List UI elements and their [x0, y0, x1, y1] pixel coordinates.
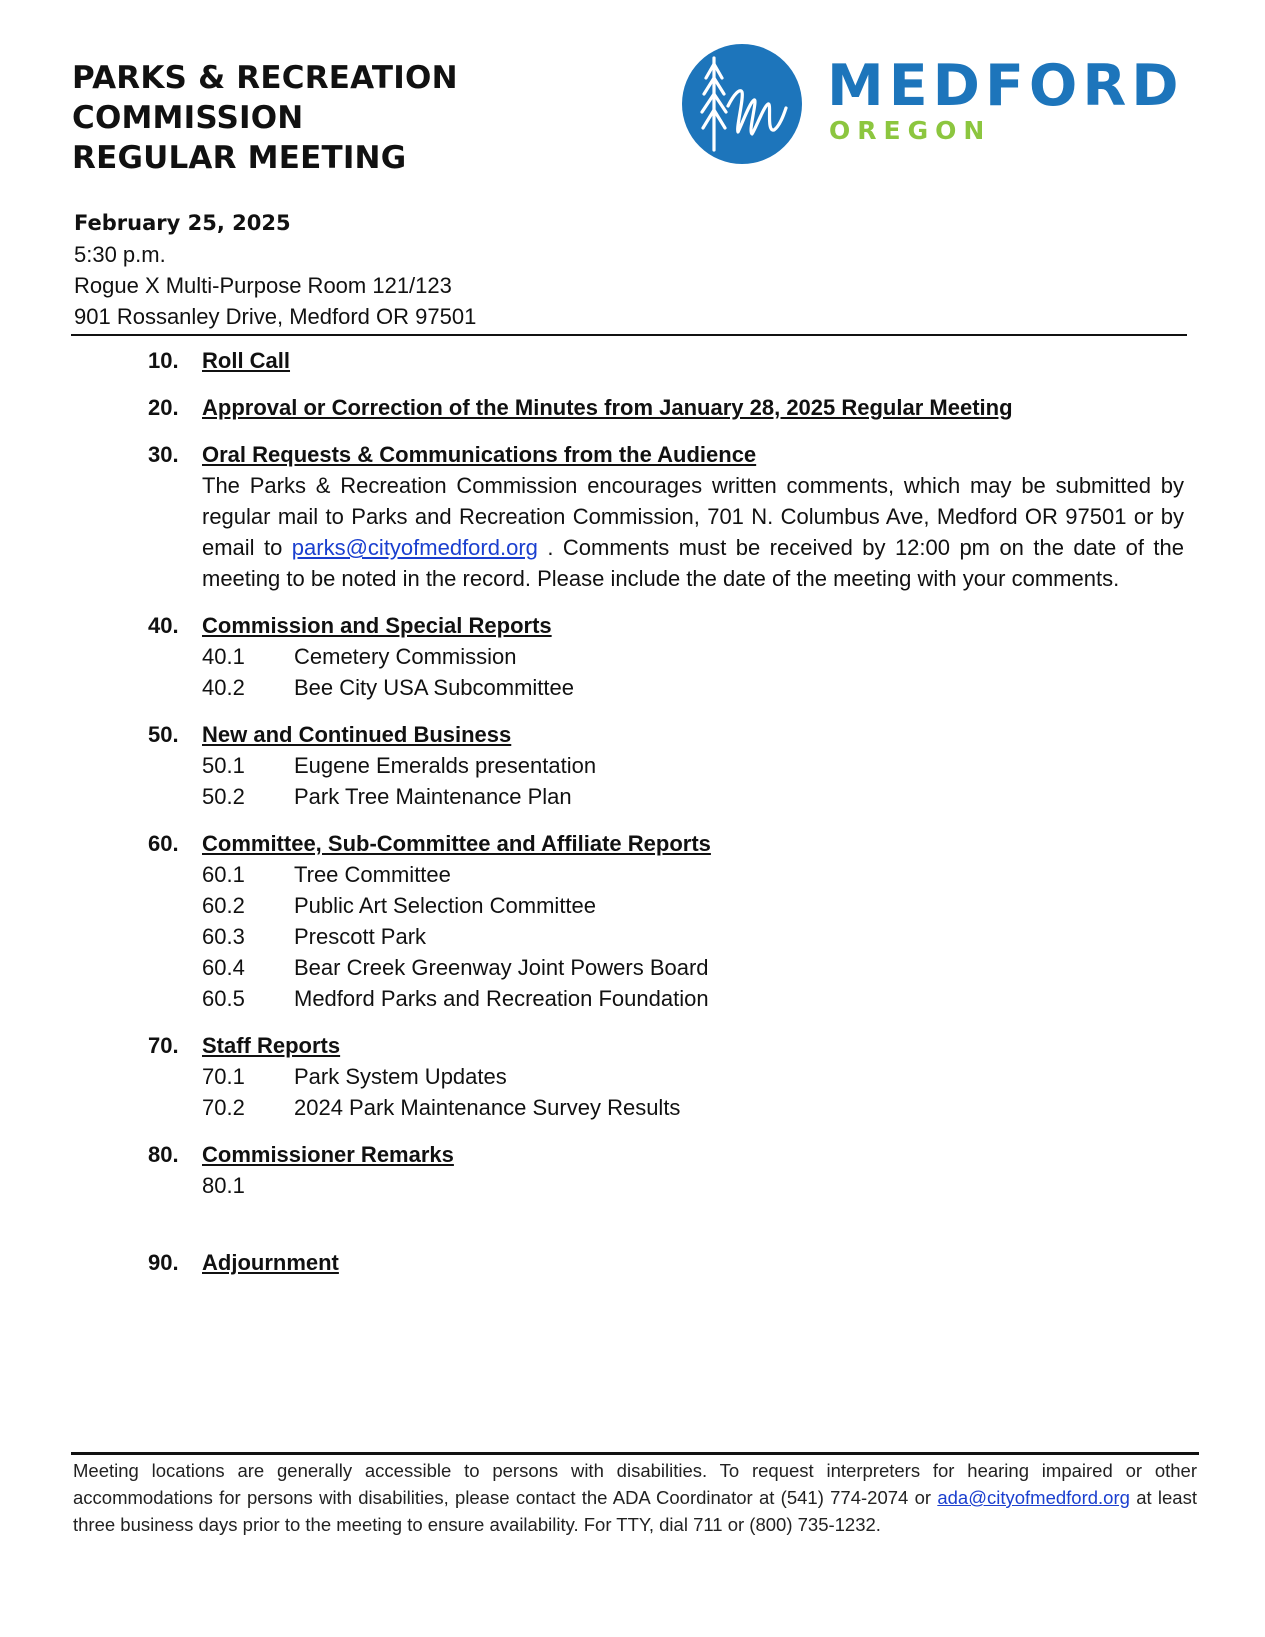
agenda-item-adjournment: [148, 1247, 1184, 1278]
agenda-item-number: 90.: [148, 1250, 179, 1275]
logo-emblem-icon: [682, 44, 802, 164]
ada-email-link[interactable]: ada@cityofmedford.org: [937, 1487, 1130, 1508]
oral-requests-text-end: . Comments must be received by 12:00 pm on the date of the meeting to be noted in the record. Please include the date of the meeting with your comments.: [202, 535, 1184, 591]
agenda-item-heading: Commission and Special Reports: [202, 613, 552, 638]
agenda-subitem: [202, 672, 1184, 703]
meeting-details: [74, 208, 476, 332]
subitem-number: 70.1: [202, 1064, 245, 1089]
meeting-time: 5:30 p.m.: [74, 242, 166, 267]
agenda-item-heading: Staff Reports: [202, 1033, 341, 1058]
subitem-number: 60.3: [202, 924, 245, 949]
subitem-text: Eugene Emeralds presentation: [294, 753, 597, 778]
agenda-item-number: 10.: [148, 348, 179, 373]
oral-requests-text: The Parks & Recreation Commission encourages written comments, which may be submitted by regular mail to Parks and Recreation Commission, 701 N. Columbus Ave, Medford OR 97501 or by email to: [202, 473, 1184, 560]
meeting-room: Rogue X Multi-Purpose Room 121/123: [74, 273, 452, 298]
agenda-subitem: [202, 983, 1184, 1014]
agenda-subitem: [202, 1170, 1184, 1201]
agenda-item-number: 80.: [148, 1142, 179, 1167]
subitem-number: 40.1: [202, 644, 245, 669]
agenda-item-heading: Commissioner Remarks: [202, 1142, 454, 1167]
agenda-subitem: [202, 750, 1184, 781]
agenda: [148, 345, 1184, 1294]
title-line: REGULAR MEETING: [72, 140, 407, 176]
agenda-subitem: [202, 1092, 1184, 1123]
agenda-item-business: [148, 719, 1184, 812]
agenda-subitem: [202, 859, 1184, 890]
logo-state-name: OREGON: [829, 116, 992, 145]
subitem-text: 2024 Park Maintenance Survey Results: [294, 1095, 681, 1120]
subitem-text: Bee City USA Subcommittee: [294, 675, 575, 700]
logo-city-name: MEDFORD: [827, 53, 1184, 119]
footer-divider: [71, 1452, 1199, 1455]
agenda-item-number: 50.: [148, 722, 179, 747]
agenda-item-heading: Adjournment: [202, 1250, 339, 1275]
agenda-item-number: 40.: [148, 613, 179, 638]
agenda-item-committee-reports: [148, 828, 1184, 1014]
parks-email-link[interactable]: parks@cityofmedford.org: [291, 535, 538, 560]
agenda-item-number: 30.: [148, 442, 179, 467]
accessibility-notice: [73, 1457, 1197, 1538]
agenda-subitem: [202, 1061, 1184, 1092]
agenda-item-heading: Roll Call: [202, 348, 291, 373]
subitem-text: Bear Creek Greenway Joint Powers Board: [294, 955, 709, 980]
agenda-subitem: [202, 952, 1184, 983]
agenda-item-minutes: [148, 392, 1184, 423]
subitem-number: 50.1: [202, 753, 245, 778]
agenda-subitem: [202, 921, 1184, 952]
subitem-number: 50.2: [202, 784, 245, 809]
meeting-address: 901 Rossanley Drive, Medford OR 97501: [74, 304, 477, 329]
subitem-number: 60.5: [202, 986, 245, 1011]
subitem-number: 40.2: [202, 675, 245, 700]
document-title: [72, 58, 458, 178]
title-line: PARKS & RECREATION: [72, 60, 458, 96]
header-divider: [71, 334, 1187, 336]
subitem-text: Park System Updates: [294, 1064, 507, 1089]
subitem-text: Park Tree Maintenance Plan: [294, 784, 572, 809]
accessibility-text-end: at least three business days prior to the meeting to ensure availability. For TTY, dial 711 or (800) 735-1232.: [73, 1487, 1197, 1535]
medford-logo: [682, 44, 1202, 169]
subitem-text: Medford Parks and Recreation Foundation: [294, 986, 709, 1011]
oral-requests-description: [202, 470, 1184, 594]
meeting-date: February 25, 2025: [74, 211, 291, 235]
accessibility-text: Meeting locations are generally accessible to persons with disabilities. To request interpreters for hearing impaired or other accommodations for persons with disabilities, please contact the ADA Coordinator at (541) 774-2074 or: [73, 1460, 1197, 1508]
agenda-item-commissioner-remarks: [148, 1139, 1184, 1201]
agenda-item-number: 20.: [148, 395, 179, 420]
subitem-number: 60.1: [202, 862, 245, 887]
agenda-subitem: [202, 781, 1184, 812]
title-line: COMMISSION: [72, 100, 304, 136]
agenda-item-commission-reports: [148, 610, 1184, 703]
agenda-subitem: [202, 890, 1184, 921]
subitem-number: 80.1: [202, 1173, 245, 1198]
subitem-text: Public Art Selection Committee: [294, 893, 597, 918]
agenda-item-heading: Committee, Sub-Committee and Affiliate Reports: [202, 831, 711, 856]
agenda-item-staff-reports: [148, 1030, 1184, 1123]
subitem-number: 60.2: [202, 893, 245, 918]
agenda-subitem: [202, 641, 1184, 672]
agenda-item-number: 70.: [148, 1033, 179, 1058]
agenda-item-number: 60.: [148, 831, 179, 856]
subitem-text: Prescott Park: [294, 924, 427, 949]
agenda-item-oral-requests: [148, 439, 1184, 594]
subitem-text: Cemetery Commission: [294, 644, 517, 669]
agenda-item-heading: Oral Requests & Communications from the Audience: [202, 442, 757, 467]
agenda-item-heading: New and Continued Business: [202, 722, 512, 747]
subitem-text: Tree Committee: [294, 862, 451, 887]
subitem-number: 60.4: [202, 955, 245, 980]
agenda-item-roll-call: [148, 345, 1184, 376]
agenda-item-heading: Approval or Correction of the Minutes from January 28, 2025 Regular Meeting: [202, 395, 1013, 420]
subitem-number: 70.2: [202, 1095, 245, 1120]
